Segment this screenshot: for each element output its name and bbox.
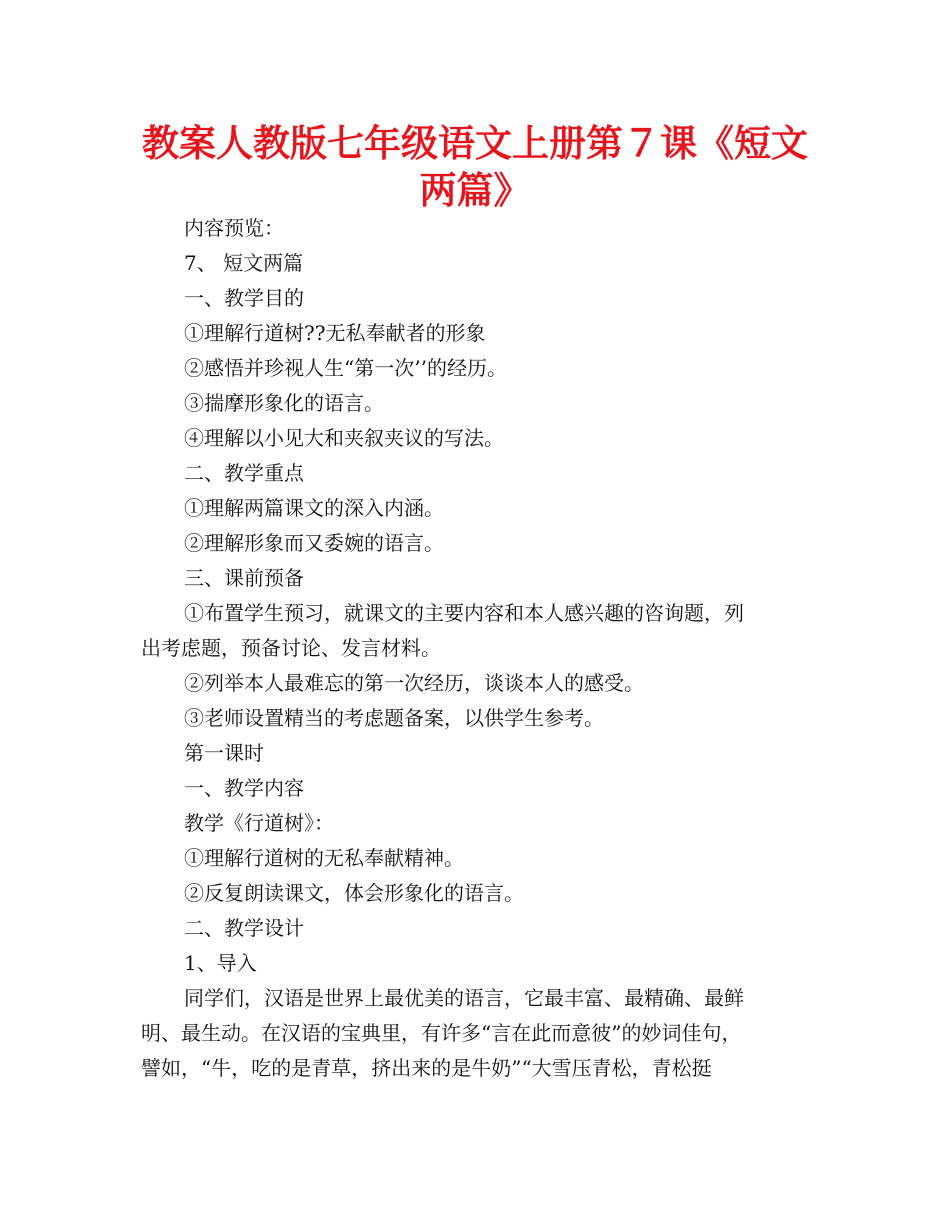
text-line: ①理解行道树的无私奉献精神。 — [184, 846, 464, 870]
text-line-continuation: 出考虑题，预备讨论、发言材料。 — [141, 636, 441, 660]
section-heading-key-points: 二、教学重点 — [184, 461, 304, 485]
section-heading-first-lesson: 第一课时 — [184, 741, 264, 765]
paragraph-line-continuation: 明、最生动。在汉语的宝典里，有许多“言在此而意彼”的妙词佳句， — [141, 1021, 742, 1045]
document-title-line-2: 两篇》 — [419, 169, 531, 212]
section-heading-preparation: 三、课前预备 — [184, 566, 304, 590]
paragraph-line: 同学们，汉语是世界上最优美的语言，它最丰富、最精确、最鲜 — [184, 986, 744, 1010]
text-line: ①布置学生预习，就课文的主要内容和本人感兴趣的咨询题，列 — [184, 601, 744, 625]
text-line: 教学《行道树》： — [184, 811, 334, 835]
text-line: ①理解行道树??无私奉献者的形象 — [184, 321, 486, 345]
section-heading-teaching-content: 一、教学内容 — [184, 776, 304, 800]
paragraph-line-continuation: 譬如，“牛，吃的是青草，挤出来的是牛奶”“大雪压青松，青松挺 — [141, 1056, 712, 1080]
text-line: ①理解两篇课文的深入内涵。 — [184, 496, 444, 520]
text-line: ③老师设置精当的考虑题备案，以供学生参考。 — [184, 706, 604, 730]
text-line: 1、导入 — [184, 951, 257, 975]
text-line-content-preview: 内容预览： — [184, 216, 284, 240]
text-line: ④理解以小见大和夹叙夹议的写法。 — [184, 426, 504, 450]
text-line: ③揣摩形象化的语言。 — [184, 391, 384, 415]
text-line-lesson-heading: 7、 短文两篇 — [184, 251, 304, 275]
text-line: ②理解形象而又委婉的语言。 — [184, 531, 444, 555]
document-title-line-1: 教案人教版七年级语文上册第７课《短文 — [142, 122, 808, 165]
text-line: ②感悟并珍视人生“第一次’’的经历。 — [184, 356, 507, 380]
text-line: ②反复朗读课文，体会形象化的语言。 — [184, 881, 524, 905]
section-heading-teaching-goals: 一、教学目的 — [184, 286, 304, 310]
section-heading-teaching-design: 二、教学设计 — [184, 916, 304, 940]
text-line: ②列举本人最难忘的第一次经历，谈谈本人的感受。 — [184, 671, 644, 695]
